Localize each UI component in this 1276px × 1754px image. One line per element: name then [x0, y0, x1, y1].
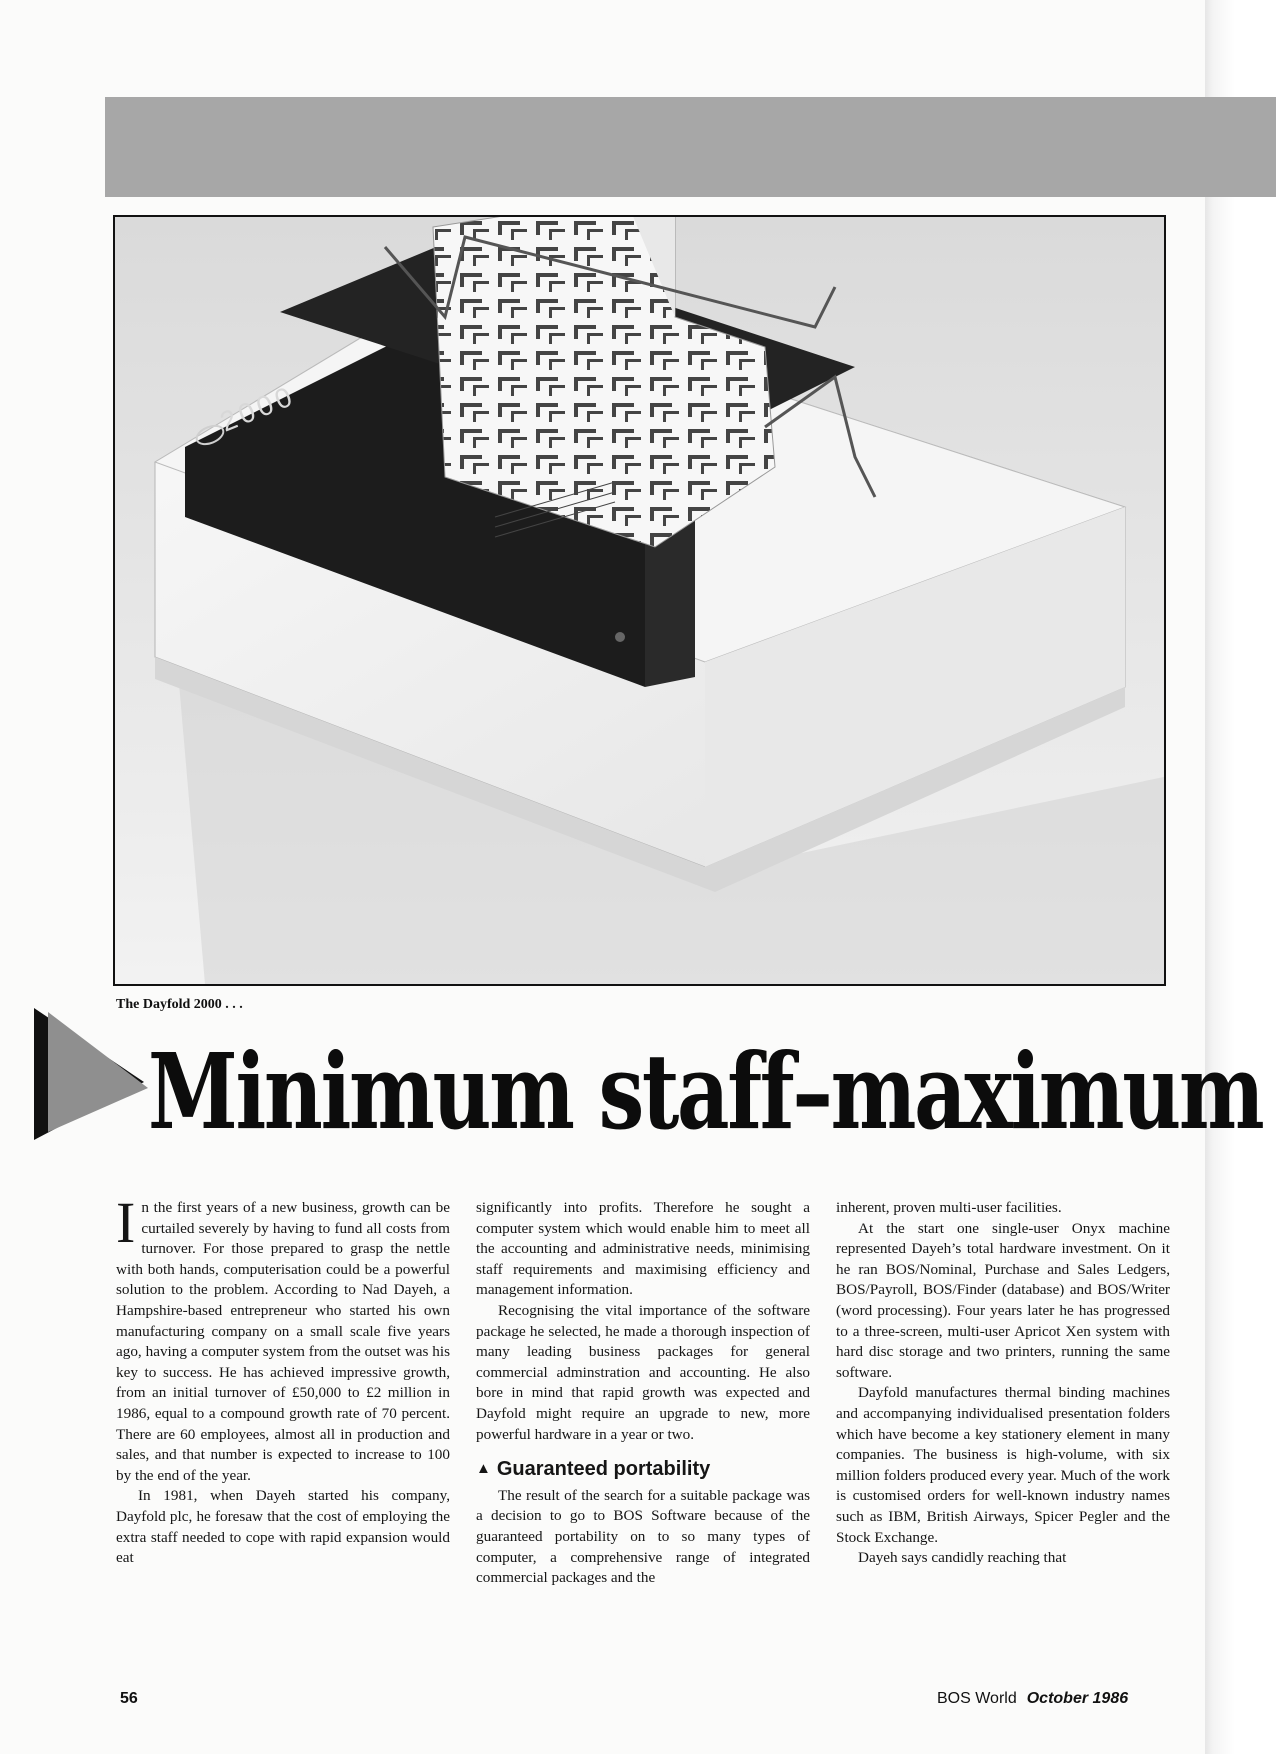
col2-paragraph-2: Recognising the vital importance of the software package he selected, he made a thorough inspection of many leading business packages for general commercial adminstration and accounting. He also bore in mind that rapid growth was expected and Dayfold might require an upgrade to new, more powerful hardware in a year or two.: [476, 1301, 810, 1443]
magazine-folio: [937, 1690, 1128, 1708]
subhead-text: Guaranteed portability: [496, 1458, 711, 1481]
article-column-1: [116, 1190, 450, 1569]
col3-paragraph-2: At the start one single-user Onyx machine represented Dayeh’s total hardware investment. On it he ran BOS/Nominal, Purchase and Sales Ledgers, BOS/Payroll, BOS/Finder (database) and BOS/Writer (word processing). Four years later he has progressed to a three-screen, multi-user Apricot Xen system with hard disc storage and two printers, running the same software.: [836, 1219, 1170, 1381]
issue-date: October 1986: [1026, 1690, 1129, 1707]
col3-paragraph-1: inherent, proven multi-user facilities.: [836, 1199, 1062, 1216]
header-gray-band: [105, 97, 1276, 197]
page-number: 56: [120, 1690, 138, 1707]
article-column-2: [476, 1198, 810, 1589]
triangle-marker-icon: [26, 1000, 156, 1150]
magazine-name: BOS World: [937, 1690, 1017, 1707]
photo-caption: The Dayfold 2000 . . .: [116, 997, 243, 1012]
col1-paragraph-1: [116, 1190, 450, 1486]
power-indicator-icon: [615, 632, 625, 642]
subhead-guaranteed-portability: [476, 1459, 810, 1480]
article-column-3: [836, 1198, 1170, 1569]
dayfold-machine-illustration: [115, 217, 1164, 984]
facing-page-edge: [1205, 0, 1276, 1754]
product-photo: [113, 215, 1166, 986]
triangle-bullet-icon: ▲: [476, 1460, 491, 1478]
col1-p1-text: n the first years of a new business, growth can be curtailed severely by having to fund all costs from turnover. For those prepared to grasp the nettle with both hands, computerisation could be a powerful solution to the problem. According to Nad Dayeh, a Hampshire-based entrepreneur who started his own manufacturing company on a small scale five years ago, having a computer system from the outset was his key to success. He has achieved impressive growth, from an initial turnover of £50,000 to £2 million in 1986, equal to a compound growth rate of 70 percent. There are 60 employees, almost all in production and sales, and that number is expected to increase to 100 by the end of the year.: [116, 1199, 450, 1484]
machine-model-label: 2000: [215, 379, 300, 438]
col3-paragraph-3: Dayfold manufactures thermal binding machines and accompanying individualised presentation folders which have become a key stationery element in many companies. The business is high-volume, with six million folders produced every year. Much of the work is customised orders for well-known industry names such as IBM, British Airways, Spicer Pegler and the Stock Exchange.: [836, 1384, 1170, 1546]
col1-paragraph-2: In 1981, when Dayeh started his company, Dayfold plc, he foresaw that the cost of employing the extra staff needed to cope with rapid expansion would eat: [116, 1487, 450, 1567]
col2-paragraph-1: significantly into profits. Therefore he sought a computer system which would enable him to meet all the accounting and administrative needs, minimising staff requirements and maximising efficiency and management information.: [476, 1199, 810, 1299]
col2-paragraph-3: The result of the search for a suitable package was a decision to go to BOS Software because of the guaranteed portability on to so many types of computer, a comprehensive range of integrated commercial packages and the: [476, 1486, 810, 1587]
drop-cap: I: [116, 1190, 136, 1255]
headline: Minimum staff–maximum: [148, 1030, 1263, 1153]
col3-paragraph-4: Dayeh says candidly reaching that: [858, 1549, 1067, 1567]
